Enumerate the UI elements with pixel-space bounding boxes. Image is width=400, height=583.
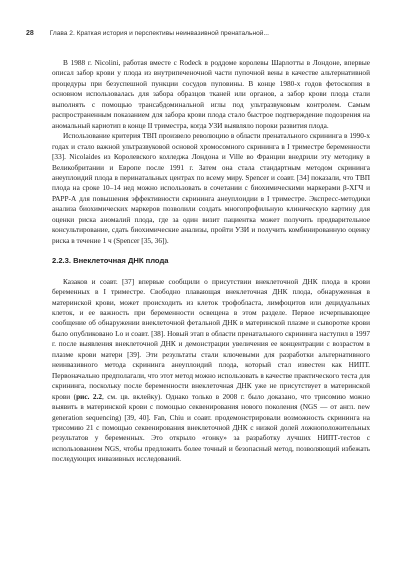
- paragraph: [52, 277, 370, 465]
- paragraph: В 1988 г. Nicolini, работая вместе с Rodeck в роддоме королевы Шарлотты в Лондоне, впервые описал забор крови у плода из внутрипеченочной части пупочной вены в качестве альтернативной процедуры при безуспешной пункции сосудов пуповины. В конце 1980-х годов фетоскопия в основном использовалась для забора образцов тканей или органов, а забор крови плода стали выполнять с помощью трансабдоминальной иглы под ультразвуковым контролем. Самым распространенным показанием для забора крови плода стало быстрое подтверждение подозрения на аномальный кариотип в конце II триместра, когда УЗИ выявляло пороки развития плода.: [52, 58, 370, 130]
- page-number: 28: [26, 30, 34, 37]
- paragraph: Использование критерия ТВП произвело революцию в области пренатального скрининга в 1990-х годах и стало важной ультразвуковой основой хромосомного скрининга в I триместре беременности [33]. Nicolaides из Королевского колледжа Лондона и Ville во Франции внедрили эту методику в Великобритании и Европе после 1991 г. Затем она стала стандартным методом скрининга анеуплоидий плода в перинатальных центрах по всему миру. Spencer и соавт. [34] показали, что ТВП плода на сроке 10–14 нед можно использовать в сочетании с биохимическими маркерами β-ХГЧ и РАРР-А для повышения эффективности скрининга анеуплоидии в I триместре. Экспресс-методики анализа биохимических маркеров позволили создать многопрофильную клиническую картину для оценки риска аномалий плода, где за один визит пациентка может получить предварительное консультирование, сдать биохимические анализы, пройти УЗИ и получить комбинированную оценку риска в течение 1 ч (Spencer [35, 36]).: [52, 131, 370, 245]
- running-header: [26, 30, 376, 42]
- body-text: [52, 58, 370, 465]
- section-heading: 2.2.3. Внеклеточная ДНК плода: [52, 256, 169, 266]
- paragraph-text: , см. цв. вклейку). Однако только в 2008 г. было доказано, что трисомию можно выявить в материнской крови с помощью секвенирования нового поколения (NGS — от англ. new generation sequencing) [39, 40]. Fan, Chiu и соавт. продемонстрировали возможность скрининга на трисомию 21 с помощью секвенирования внеклеточной ДНК с низкой долей ложноположительных результатов у беременных. Это открыло «гонку» за разработку лучших НИПТ-тестов с использованием NGS, чтобы предложить более точный и безопасный метод, позволяющий избежать последующих инвазивных исследований.: [52, 391, 370, 464]
- figure-reference: рис. 2.2: [76, 391, 102, 401]
- paragraph-text: Казаков и соавт. [37] впервые сообщили о присутствии внеклеточной ДНК плода в крови беременных в I триместре. Свободно плавающая внеклеточная ДНК плода, обнаруженная в материнской крови, может происходить из клеток трофобласта, лимфоцитов или децидуальных клеток, и ее важность при беременности освещена в этом разделе. Первое исчерпывающее сообщение об обнаружении внеклеточной фетальной ДНК в материнской плазме и сыворотке крови было опубликовано Lo и соавт. [38]. Новый этап в области пренатального скрининга наступил в 1997 г. после выявления внеклеточной ДНК и демонстрации увеличения ее концентрации с возрастом в плазме крови матери [39]. Эти результаты стали ключевыми для разработки альтернативного неинвазивного метода скрининга анеуплоидий плода, который стал известен как НИПТ. Первоначально предполагали, что этот метод можно использовать в качестве практического теста для скрининга, поскольку после беременности внеклеточная ДНК уже не присутствует в материнской крови (: [52, 276, 370, 401]
- running-title: Глава 2. Краткая история и перспективы неинвазивной пренатальной...: [49, 30, 269, 37]
